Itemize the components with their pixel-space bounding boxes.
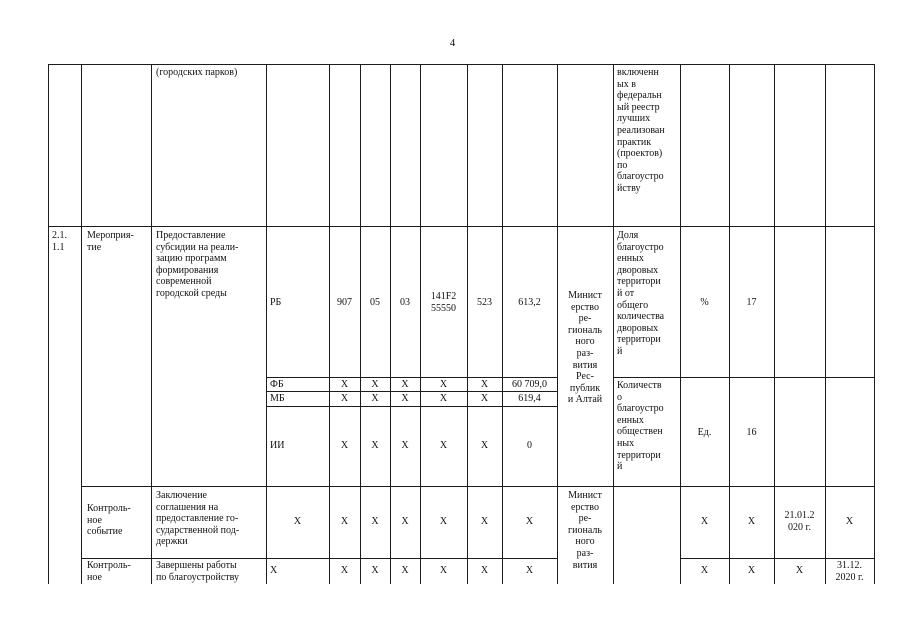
grid-line [467, 64, 468, 584]
funding-rz: X [371, 393, 379, 404]
measure-name: Предоставление субсидии на реали- зацию программ формирования современной городской среды [156, 230, 239, 299]
grid-line [151, 64, 152, 584]
funding-source: МБ [270, 393, 285, 404]
indicator-name: Доля благоустро енных дворовых территори й от общего количества дворовых территори й [617, 230, 665, 357]
grid-line [613, 64, 614, 584]
grid-line [420, 64, 421, 584]
funding-vr: X [480, 393, 489, 404]
funding-grbs: X [340, 393, 349, 404]
event-x: X [795, 565, 804, 576]
funding-csr: X [439, 393, 448, 404]
event-date: 21.01.2 020 г. [784, 510, 815, 533]
event-type: Контроль- ное событие [87, 503, 131, 538]
event-x: X [480, 565, 489, 576]
funding-pr: X [401, 393, 409, 404]
funding-vr: X [480, 379, 489, 390]
measure-code: 2.1. 1.1 [52, 230, 67, 253]
grid-line [266, 64, 267, 584]
grid-line [48, 64, 49, 584]
event-x: X [401, 565, 409, 576]
event-date: 31.12. 2020 г. [835, 560, 864, 583]
grid-line [48, 226, 875, 227]
event-x: X [340, 516, 349, 527]
event-x: X [340, 565, 349, 576]
event-x: X [525, 516, 534, 527]
indicator-value: 17 [746, 297, 757, 308]
funding-source: ИИ [270, 440, 285, 451]
grid-line [729, 64, 730, 584]
event-name: Заключение соглашения на предоставление го- сударственной под- держки [156, 490, 240, 548]
grid-line [680, 558, 875, 559]
measure-executor: Минист ерство ре- гиональ ного раз- вития Рес- публик и Алтай [567, 290, 603, 406]
funding-grbs: X [340, 379, 349, 390]
grid-line [680, 64, 681, 584]
event-x: X [293, 516, 302, 527]
event-x: X [700, 516, 709, 527]
funding-amount: 619,4 [518, 393, 541, 404]
grid-line [329, 64, 330, 584]
event-x: X [439, 565, 448, 576]
grid-line [266, 406, 557, 407]
event-x: X [747, 565, 756, 576]
grid-line [390, 64, 391, 584]
funding-source: РБ [270, 297, 282, 308]
grid-line [81, 558, 557, 559]
indicator-unit: Ед. [697, 427, 712, 438]
measure-type: Мероприя- тие [87, 230, 134, 253]
event-x: X [371, 516, 379, 527]
event-x: X [525, 565, 534, 576]
grid-line [360, 64, 361, 584]
funding-rz: 05 [370, 297, 380, 308]
funding-vr: X [480, 440, 489, 451]
event-executor: Минист ерство ре- гиональ ного раз- вития [568, 490, 602, 571]
grid-line [81, 64, 82, 584]
event-x: X [270, 565, 278, 576]
funding-csr: 141F2 55550 [430, 291, 457, 314]
grid-line [48, 64, 875, 65]
funding-rz: X [371, 379, 379, 390]
grid-line [874, 64, 875, 584]
funding-source: ФБ [270, 379, 284, 390]
event-x: X [747, 516, 756, 527]
grid-line [774, 64, 775, 584]
indicator-name: Количеств о благоустро енных обществен ных территори й [617, 380, 664, 473]
grid-line [81, 486, 875, 487]
funding-pr: X [401, 379, 409, 390]
page-number: 4 [449, 37, 456, 49]
event-x: X [401, 516, 409, 527]
funding-pr: X [401, 440, 409, 451]
grid-line [266, 391, 557, 392]
funding-vr: 523 [477, 297, 492, 308]
grid-line [502, 64, 503, 584]
continuation-indicator: включенн ых в федеральн ый реестр лучших реализован практик (проектов) по благоустро йству [617, 67, 665, 194]
funding-amount: 60 709,0 [512, 379, 547, 390]
indicator-unit: % [700, 297, 709, 308]
funding-pr: 03 [400, 297, 410, 308]
funding-csr: X [439, 440, 448, 451]
grid-line [613, 377, 875, 378]
grid-line [825, 64, 826, 584]
funding-rz: X [371, 440, 379, 451]
event-type: Контроль- ное [87, 560, 131, 583]
event-x: X [439, 516, 448, 527]
event-x: X [480, 516, 489, 527]
funding-csr: X [439, 379, 448, 390]
funding-grbs: 907 [337, 297, 352, 308]
continuation-name: (городских парков) [156, 67, 238, 78]
funding-amount: 0 [527, 440, 532, 451]
indicator-value: 16 [746, 427, 757, 438]
event-x: X [700, 565, 709, 576]
funding-grbs: X [340, 440, 349, 451]
grid-line [266, 377, 557, 378]
funding-amount: 613,2 [518, 297, 541, 308]
event-x: X [371, 565, 379, 576]
event-name: Завершены работы по благоустройству [156, 560, 240, 583]
event-x: X [845, 516, 854, 527]
